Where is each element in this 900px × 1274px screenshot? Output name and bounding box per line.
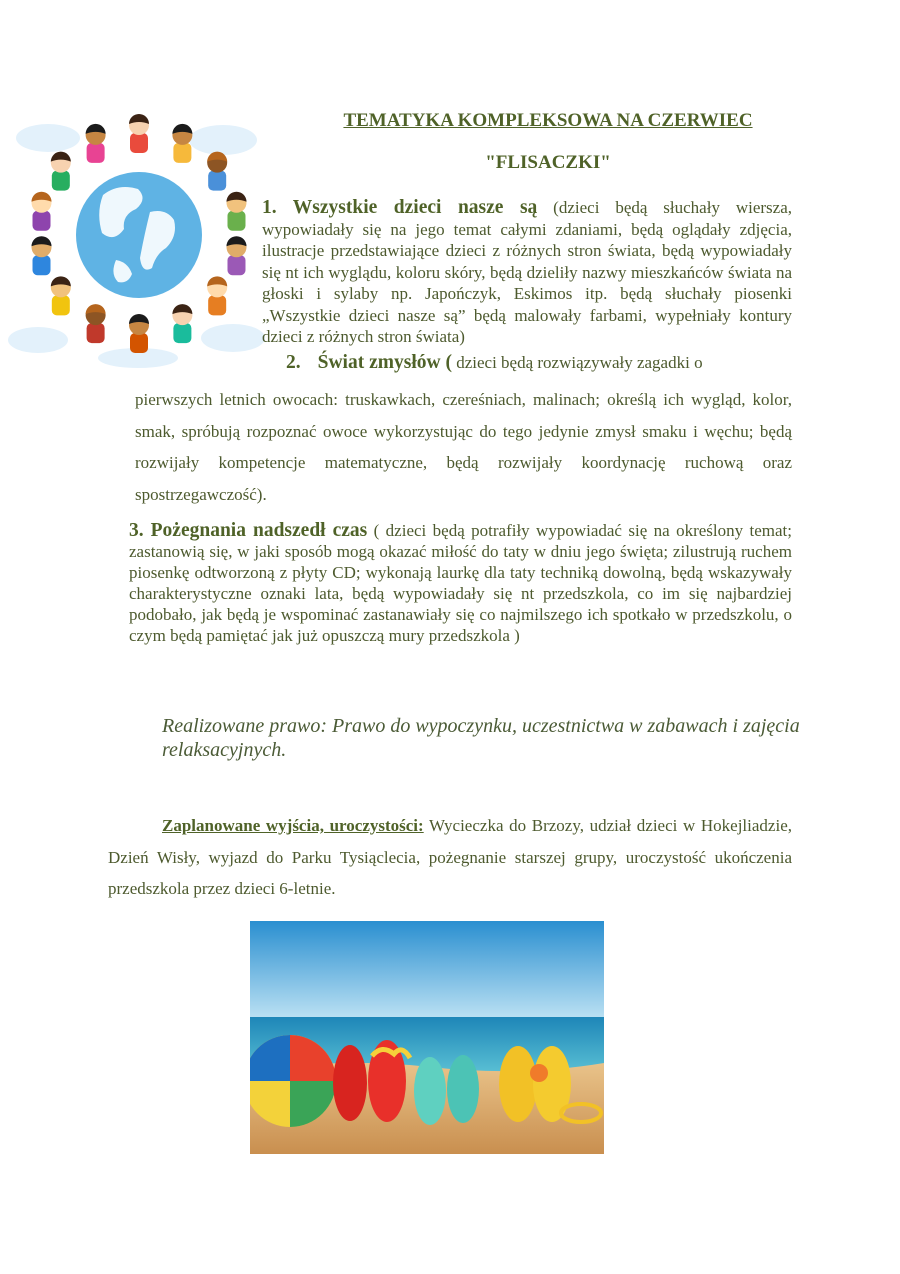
child-figure (86, 304, 106, 343)
child-figure (129, 114, 149, 153)
child-figure (172, 304, 192, 343)
planned-events-heading: Zaplanowane wyjścia, uroczystości: (162, 816, 424, 835)
page-title: TEMATYKA KOMPLEKSOWA NA CZERWIEC (343, 110, 753, 131)
beach-flip-flops-photo (250, 921, 604, 1154)
child-figure (86, 124, 106, 163)
section-3-text: ( dzieci będą potrafiły wypowiadać się na określony temat; zastanowią się, w jaki sposób mogą okazać miłość do taty w dniu jego święta; zilustrują ruchem piosenkę odtworzoną z płyty CD; wykonają laurkę dla taty techniką dowolną, będą wskazywały charakterystyczne oznaki lata, będą wypowiadały się nt przedszkola, co im się najbardziej podobało, jak będą je wspominać zastanawiały się co najmilszego ich spotkało w przedszkolu, o czym będą pamiętać jak już opuszczą mury przedszkola ) (129, 521, 792, 645)
section-1 (262, 197, 792, 348)
section-2-text-first: dzieci będą rozwiązywały zagadki o (451, 353, 703, 372)
child-figure (32, 236, 52, 275)
child-figure (129, 314, 149, 353)
child-figure (32, 192, 52, 231)
globe-children-illustration (8, 100, 270, 368)
child-figure (207, 276, 227, 315)
right-statement: Realizowane prawo: Prawo do wypoczynku, uczestnictwa w zabawach i zajęcia relaksacyjnych. (162, 715, 800, 761)
planned-events (108, 810, 792, 905)
child-figure (51, 276, 71, 315)
section-3-heading: 3. Pożegnania nadszedł czas (129, 520, 368, 541)
section-2-text: pierwszych letnich owocach: truskawkach, czereśniach, malinach; określą ich wygląd, kolor, smak, spróbują rozpoznać owoce wykorzystując do tego jedynie zmysł smaku i węchu; będą rozwijały kompetencje matematyczne, będą rozwijały koordynację ruchową oraz spostrzegawczość). (135, 390, 792, 504)
section-1-text: (dzieci będą słuchały wiersza, wypowiadały się na jego temat całymi zdaniami, będą oglądały zdjęcia, ilustracje przedstawiające dzieci z różnych stron świata, będą wypowiadały się nt ich wyglądu, koloru skóry, będą dzieliły nazwy mieszkańców świata na głoski i sylaby np. Japończyk, Eskimos itp. będą słuchały piosenki „Wszystkie dzieci nasze są” będą malowały farbami, wypełniały kontury dzieci z różnych stron świata) (262, 198, 792, 346)
section-2-first-line (286, 352, 792, 374)
child-figure (226, 192, 246, 231)
child-figure (226, 236, 246, 275)
section-2-number: 2. (286, 352, 301, 373)
child-figure (207, 152, 227, 191)
planned-events-text: Wycieczka do Brzozy, udział dzieci w Hokejliadzie, Dzień Wisły, wyjazd do Parku Tysiąclecia, pożegnanie starszej grupy, uroczystość ukończenia przedszkola przez dzieci 6-letnie. (108, 816, 792, 898)
section-1-heading: 1. Wszystkie dzieci nasze są (262, 197, 538, 218)
section-3 (129, 520, 792, 646)
page-subtitle: "FLISACZKI" (485, 152, 611, 173)
child-figure (51, 152, 71, 191)
child-figure (172, 124, 192, 163)
section-2-heading: Świat zmysłów ( (317, 352, 452, 373)
